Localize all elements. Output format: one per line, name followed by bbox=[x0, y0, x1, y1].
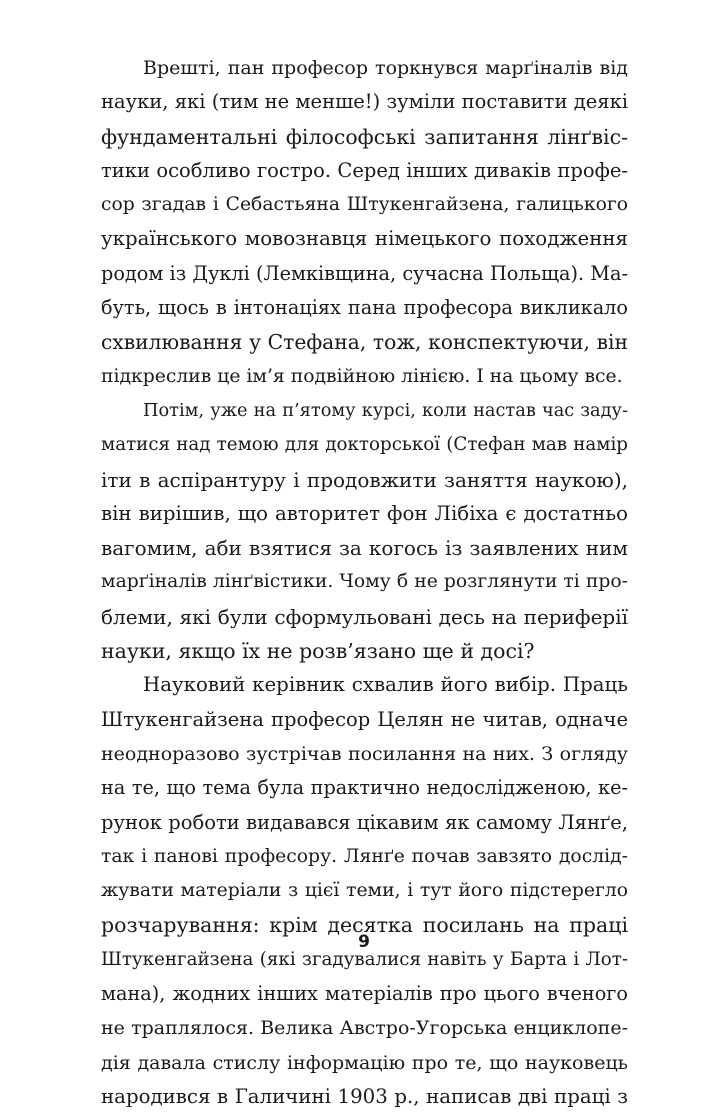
text-line: науки, які (тим не менше!) зуміли поставити деякі bbox=[101, 90, 628, 114]
text-line: науки, якщо їх не розв’язано ще й досі? bbox=[101, 639, 535, 664]
text-line: підкреслив це ім’я подвійною лінією. І на цьому все. bbox=[101, 365, 623, 387]
text-line: тики особливо гостро. Серед інших диваків профе- bbox=[101, 158, 628, 182]
text-line: так і панові професору. Лянґе почав завзято дослід- bbox=[101, 845, 628, 867]
text-line: мана), жодних інших матеріалів про цього вченого bbox=[101, 982, 628, 1006]
text-line: Науковий керівник схвалив його вибір. Праць bbox=[143, 673, 628, 697]
text-line: марґіналів лінґвістики. Чому б не розглянути ті про- bbox=[101, 571, 628, 593]
text-line: блеми, які були сформульовані десь на периферії bbox=[101, 604, 628, 629]
text-line: на те, що тема була практично недослідженою, ке- bbox=[101, 776, 628, 800]
text-line: родом із Дуклі (Лемківщина, сучасна Польща). Ма- bbox=[101, 261, 628, 285]
text-line: розчарування: крім десятка посилань на праці bbox=[101, 913, 628, 938]
text-line: народився в Галичині 1903 р., написав дві праці з bbox=[101, 1084, 628, 1108]
text-line: Потім, уже на п’ятому курсі, коли настав час заду- bbox=[143, 400, 628, 421]
text-line: жувати матеріали з цієї теми, і тут його підстерегло bbox=[101, 880, 628, 902]
body-text bbox=[101, 51, 628, 1114]
text-line: Штукенгайзена (які згадувалися навіть у Барта і Лот- bbox=[101, 948, 628, 970]
text-line: Врешті, пан професор торкнувся марґіналів від bbox=[143, 57, 628, 79]
text-line: не траплялося. Велика Австро-Угорська енциклопе- bbox=[101, 1017, 628, 1040]
text-line: українського мовознавця німецького походження bbox=[101, 227, 628, 251]
text-line: схвилювання у Стефана, тож, конспектуючи, він bbox=[101, 330, 628, 355]
text-line: сор згадав і Себастьяна Штукенгайзена, галицького bbox=[101, 194, 628, 216]
text-line: вагомим, аби взятися за когось із заявлених ним bbox=[101, 536, 628, 561]
text-line: матися над темою для докторської (Стефан мав намір bbox=[101, 434, 628, 456]
page-number: 9 bbox=[358, 932, 370, 952]
text-line: іти в аспірантуру і продовжити заняття наукою), bbox=[101, 467, 628, 492]
text-line: Штукенгайзена професор Целян не читав, одначе bbox=[101, 707, 628, 731]
text-line: неодноразово зустрічав посилання на них. З огляду bbox=[101, 742, 628, 765]
text-line: буть, щось в інтонаціях пана професора викликало bbox=[101, 296, 628, 320]
text-line: фундаментальні філософські запитання лінґвіс- bbox=[101, 124, 628, 149]
text-line: дія давала стислу інформацію про те, що науковець bbox=[101, 1051, 628, 1074]
text-line: він вирішив, що авторитет фон Лібіха є достатньо bbox=[101, 501, 628, 525]
text-line: рунок роботи видавався цікавим як самому Лянґе, bbox=[101, 810, 628, 834]
